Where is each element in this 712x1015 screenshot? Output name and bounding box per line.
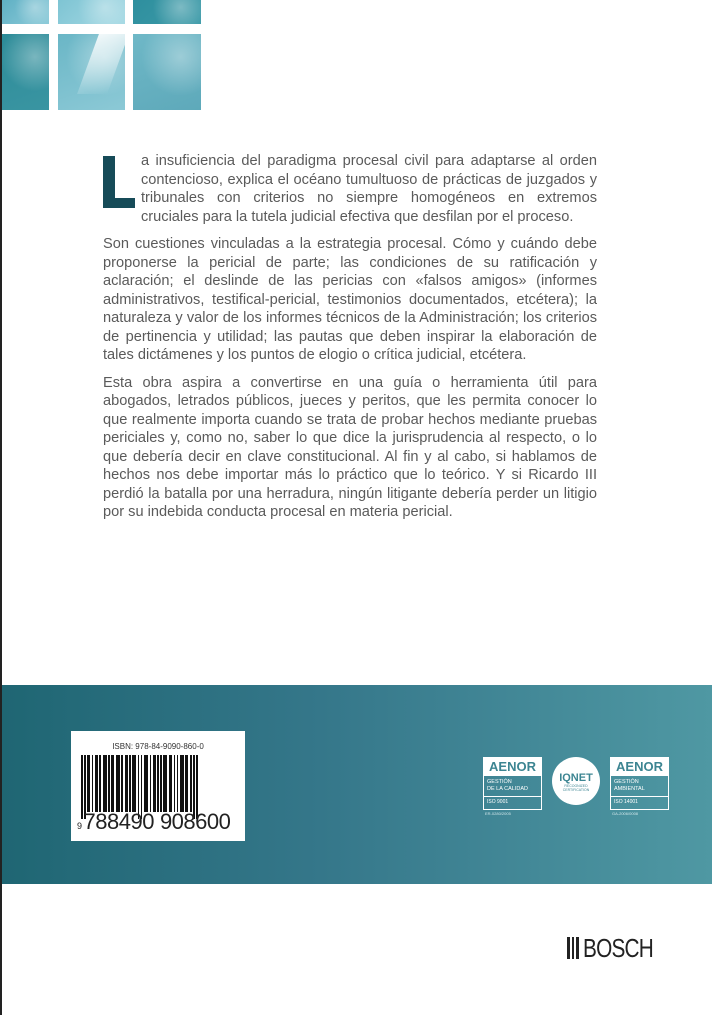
- cover-graphic: [0, 0, 202, 112]
- isbn-barcode: [71, 731, 245, 841]
- aenor-environment-code: GA-2006/0008: [612, 811, 639, 816]
- publisher-name: BOSCH: [582, 933, 653, 963]
- graphic-tile: [58, 34, 125, 110]
- synopsis-text: [103, 152, 597, 531]
- synopsis-paragraph-3: Esta obra aspira a convertirse en una guía o herramienta útil para abogados, letrados públicos, jueces y peritos, que les permita conocer lo que realmente importa cuando se trata de probar hechos mediante pruebas periciales y, como no, saber lo que dice la jurisprudencia al respecto, o lo que debería decir en clave constitucional. Al fin y al cabo, si hablamos de hechos nos debe importar más lo práctico que lo teórico. Y si Ricardo III perdió la batalla por una herradura, ningún litigante debería perder un litigio por su indebida conducta procesal en materia pericial.: [103, 374, 597, 520]
- synopsis-paragraph-1: a insuficiencia del paradigma procesal civil para adaptarse al orden contencioso, explica el océano tumultuoso de prácticas de juzgados y tribunales con criterios no siempre homogéneos en extremos cruciales para la tutela judicial efectiva que desfilan por el proceso.: [103, 152, 597, 226]
- graphic-tile: [133, 34, 201, 110]
- graphic-tile: [58, 0, 125, 24]
- aenor-environment-badge: AENOR GESTIÓN AMBIENTAL ISO 14001: [610, 757, 669, 810]
- ean-number: 9788490 908600: [77, 809, 231, 834]
- iqnet-badge: IQNET RECOGNIZED CERTIFICATION: [552, 757, 600, 805]
- aenor-quality-code: ER-0280/2005: [485, 811, 511, 816]
- graphic-tile: [133, 0, 201, 24]
- publisher-logo: [567, 935, 670, 961]
- isbn-label: ISBN: 978-84-9090-860-0: [112, 742, 204, 751]
- synopsis-paragraph-2: Son cuestiones vinculadas a la estrategia procesal. Cómo y cuándo debe proponerse la pericial de parte; las condiciones de su ratificación y aclaración; el deslinde de las pericias con «falsos amigos» (informes administrativos, testifical-pericial, testimonios documentados, etcétera); la naturaleza y valor de los informes técnicos de la Administración; los criterios de pertinencia y utilidad; las pautas que deben inspirar la elaboración de tales dictámenes y los puntos de elogio o crítica judicial, etcétera.: [103, 236, 597, 363]
- graphic-tile: [2, 0, 49, 24]
- bosch-stripes-icon: [567, 937, 581, 959]
- aenor-quality-badge: AENOR GESTIÓN DE LA CALIDAD ISO 9001: [483, 757, 542, 810]
- drop-cap-l: [103, 156, 135, 208]
- graphic-tile: [2, 34, 49, 110]
